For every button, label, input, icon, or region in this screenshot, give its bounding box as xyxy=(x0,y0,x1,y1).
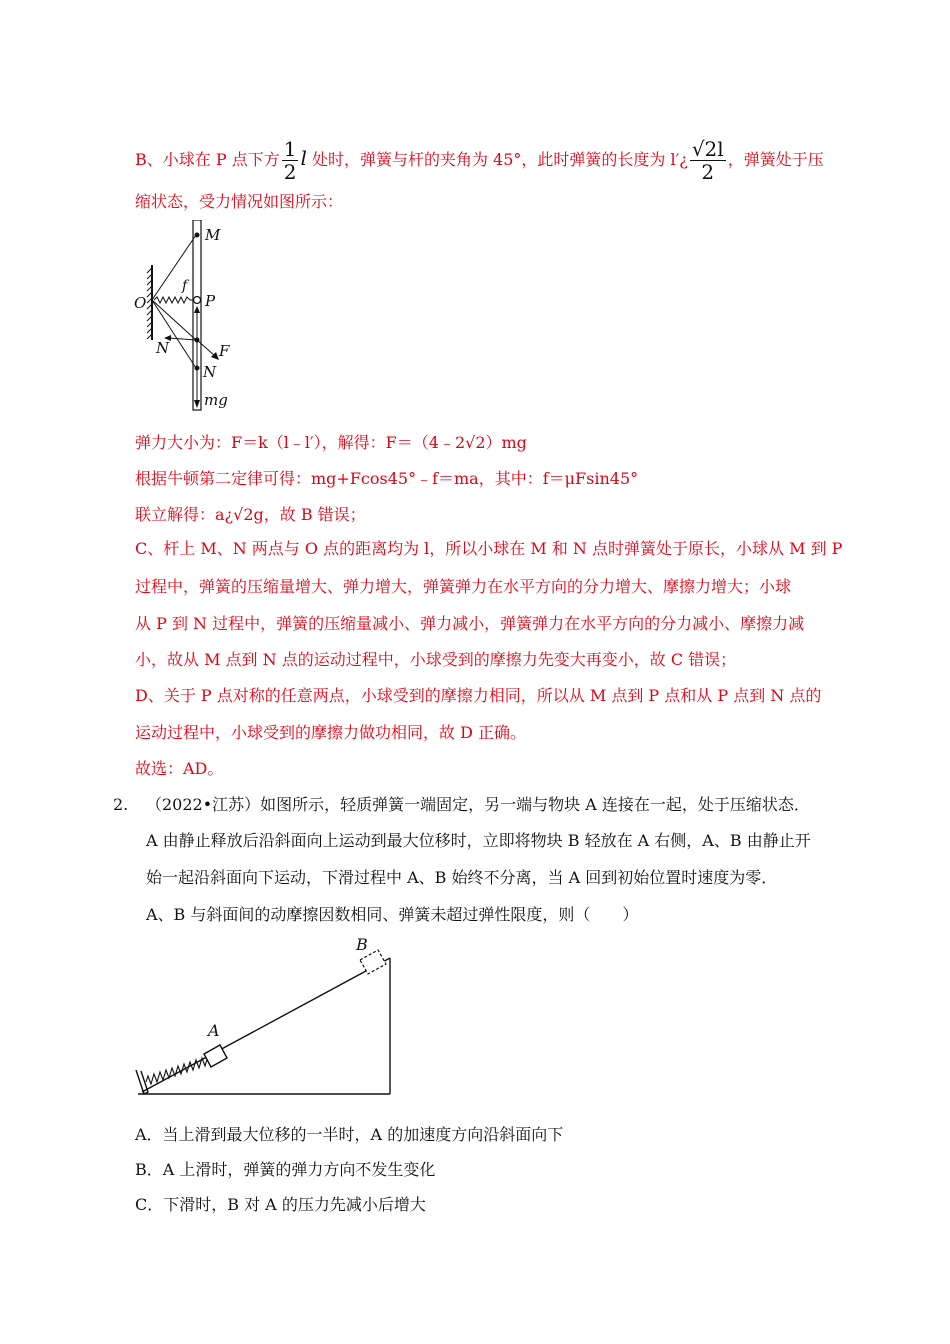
option-a: A．当上滑到最大位移的一半时，A 的加速度方向沿斜面向下 xyxy=(135,1125,564,1144)
solution-b-line3: 弹力大小为：F＝k（l﹣l′），解得：F＝（4﹣2√2）mg xyxy=(135,433,527,452)
solution-d-line1: D、关于 P 点对称的任意两点，小球受到的摩擦力相同，所以从 M 点到 P 点和从 P 点到 N 点的 xyxy=(135,686,822,705)
label-mg: mg xyxy=(204,391,228,409)
solution-b-line4: 根据牛顿第二定律可得：mg+Fcos45°﹣f＝ma，其中：f＝μFsin45° xyxy=(135,469,639,488)
label-N: N xyxy=(203,363,217,381)
answer-line: 故选：AD。 xyxy=(135,759,224,778)
question2-line2: A 由静止释放后沿斜面向上运动到最大位移时，立即将物块 B 轻放在 A 右侧，A、B 由静止开 xyxy=(146,831,811,850)
solution-c-line3: 从 P 到 N 过程中，弹簧的压缩量减小、弹力减小，弹簧弹力在水平方向的分力减小、摩擦力减 xyxy=(135,614,805,633)
label-A: A xyxy=(208,1021,220,1040)
solution-b-text3: ，弹簧处于压 xyxy=(727,150,824,169)
label-M: M xyxy=(205,226,221,244)
solution-c-line2: 过程中，弹簧的压缩量增大、弹力增大，弹簧弹力在水平方向的分力增大、摩擦力增大；小球 xyxy=(135,577,792,596)
incline-diagram xyxy=(130,930,400,1100)
solution-b-text2: 处时，弹簧与杆的夹角为 45°，此时弹簧的长度为 l′¿ xyxy=(311,150,688,169)
force-diagram xyxy=(130,220,240,415)
question-number: 2. xyxy=(113,795,129,814)
label-P: P xyxy=(205,292,216,310)
question2-line4: A、B 与斜面间的动摩擦因数相同、弹簧未超过弹性限度，则（ ） xyxy=(146,905,639,924)
label-O: O xyxy=(134,294,147,312)
question2-line3: 始一起沿斜面向下运动，下滑过程中 A、B 始终不分离，当 A 回到初始位置时速度为零． xyxy=(146,868,778,887)
label-F: F xyxy=(219,342,230,360)
variable-l: l xyxy=(300,146,307,170)
label-f: f xyxy=(182,278,188,294)
solution-b-line1 xyxy=(135,138,824,183)
solution-c-line1: C、杆上 M、N 两点与 O 点的距离均为 l，所以小球在 M 和 N 点时弹簧处于原长，小球从 M 到 P xyxy=(135,539,843,558)
fraction-root2-l: $\frac{√2l}{2}$ xyxy=(691,137,724,184)
label-B: B xyxy=(356,935,368,954)
solution-c-line4: 小，故从 M 点到 N 点的运动过程中，小球受到的摩擦力先变大再变小，故 C 错误； xyxy=(135,650,737,669)
option-c: C．下滑时，B 对 A 的压力先减小后增大 xyxy=(135,1195,426,1214)
solution-b-line5: 联立解得：a¿√2g，故 B 错误； xyxy=(135,505,366,524)
solution-d-line2: 运动过程中，小球受到的摩擦力做功相同，故 D 正确。 xyxy=(135,723,527,742)
solution-b-text1: B、小球在 P 点下方 xyxy=(135,150,280,169)
option-b: B．A 上滑时，弹簧的弹力方向不发生变化 xyxy=(135,1160,436,1179)
label-N-force: N xyxy=(156,339,170,357)
fraction-half: $\frac{1}{2}$ xyxy=(283,137,297,184)
solution-b-line2: 缩状态，受力情况如图所示： xyxy=(135,192,344,211)
question2-line1: （2022•江苏）如图所示，轻质弹簧一端固定，另一端与物块 A 连接在一起，处于压缩状态． xyxy=(146,795,810,814)
